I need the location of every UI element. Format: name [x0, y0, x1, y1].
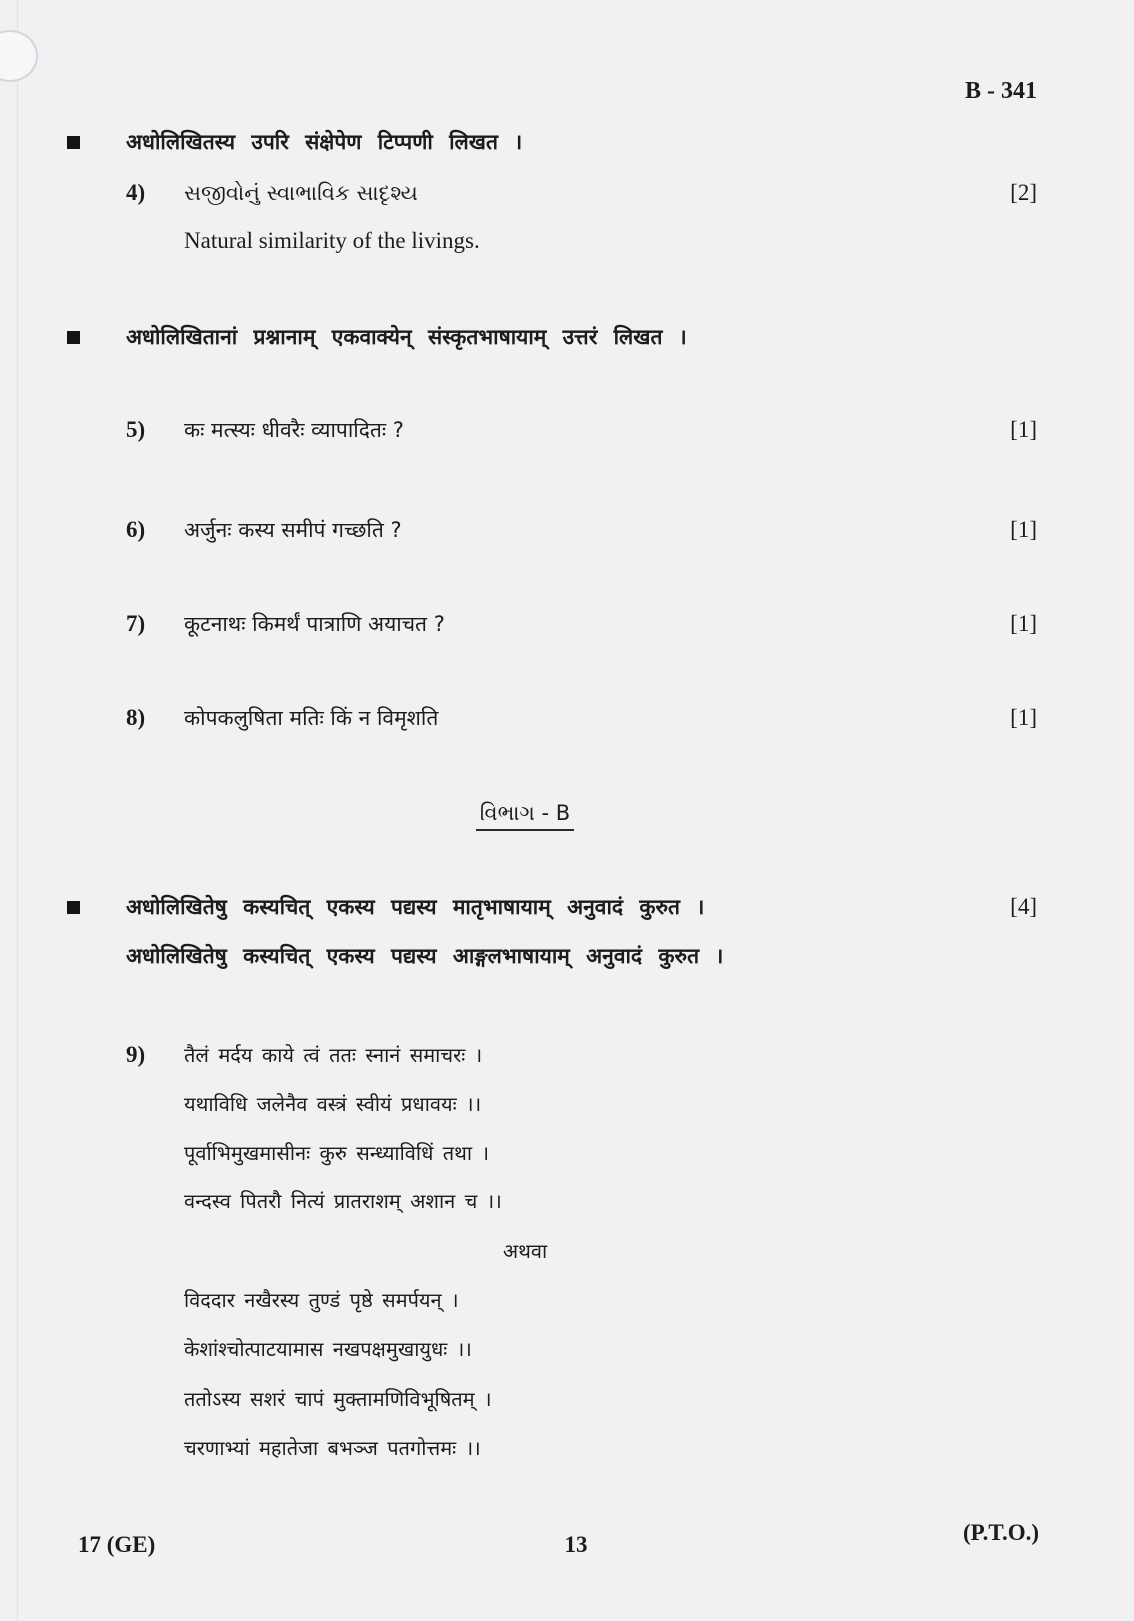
- bullet-icon: [67, 136, 80, 149]
- section-b-heading: વિભાગ - B: [476, 801, 574, 831]
- translate-marks: [4]: [1010, 894, 1037, 919]
- footer-code: 17 (GE): [78, 1532, 156, 1557]
- question-8-text: कोपकलुषिता मतिः किं न विमृशति: [184, 706, 439, 730]
- question-7-marks: [1]: [1010, 611, 1037, 636]
- paper-code: B - 341: [965, 78, 1037, 104]
- please-turn-over: (P.T.O.): [962, 1520, 1039, 1545]
- verse-2-line-1: विददार नखैरस्य तुण्डं पृष्ठे समर्पयन् ।: [184, 1288, 459, 1312]
- short-note-instruction: अधोलिखितस्य उपरि संक्षेपेण टिप्पणी लिखत ।: [126, 130, 523, 154]
- verse-1-line-2: यथाविधि जलेनैव वस्त्रं स्वीयं प्रधावयः ।।: [184, 1092, 482, 1116]
- question-number-8: 8): [126, 705, 146, 730]
- bullet-icon: [67, 901, 80, 914]
- question-6-marks: [1]: [1010, 517, 1037, 542]
- question-number-9: 9): [126, 1042, 146, 1067]
- question-5-marks: [1]: [1010, 417, 1037, 442]
- verse-separator: अथवा: [502, 1239, 548, 1263]
- verse-2-line-4: चरणाभ्यां महातेजा बभञ्ज पतगोत्तमः ।।: [184, 1436, 481, 1460]
- punch-hole-mark: [0, 30, 38, 82]
- verse-1-line-1: तैलं मर्दय काये त्वं ततः स्नानं समाचरः ।: [184, 1043, 483, 1067]
- question-8-marks: [1]: [1010, 705, 1037, 730]
- verse-1-line-3: पूर्वाभिमुखमासीनः कुरु सन्ध्याविधिं तथा ।: [184, 1141, 490, 1165]
- question-4-english: Natural similarity of the livings.: [184, 228, 480, 253]
- question-number-4: 4): [126, 180, 146, 205]
- question-5-text: कः मत्स्यः धीवरैः व्यापादितः ?: [184, 418, 404, 442]
- question-number-6: 6): [126, 517, 146, 542]
- page-fold-line: [17, 0, 18, 1621]
- translate-instruction-english: अधोलिखितेषु कस्यचित् एकस्य पद्यस्य आङ्गलभाषायाम् अनुवादं कुरुत ।: [126, 944, 724, 968]
- verse-2-line-3: ततोऽस्य सशरं चापं मुक्तामणिविभूषितम् ।: [184, 1387, 492, 1411]
- one-sentence-instruction: अधोलिखितानां प्रश्नानाम् एकवाक्येन् संस्कृतभाषायाम् उत्तरं लिखत ।: [126, 325, 687, 349]
- question-number-7: 7): [126, 611, 146, 636]
- translate-instruction-mother-tongue: अधोलिखितेषु कस्यचित् एकस्य पद्यस्य मातृभाषायाम् अनुवादं कुरुत ।: [126, 895, 705, 919]
- question-4-marks: [2]: [1010, 180, 1037, 205]
- question-6-text: अर्जुनः कस्य समीपं गच्छति ?: [184, 518, 402, 542]
- question-4-gujarati: સજીવોનું સ્વાભાવિક સાદૃશ્ય: [184, 181, 418, 205]
- page-number: 13: [564, 1532, 588, 1557]
- bullet-icon: [67, 331, 80, 344]
- question-7-text: कूटनाथः किमर्थं पात्राणि अयाचत ?: [184, 612, 445, 636]
- verse-2-line-2: केशांश्चोत्पाटयामास नखपक्षमुखायुधः ।।: [184, 1337, 472, 1361]
- section-b-heading-wrap: [425, 798, 625, 828]
- question-number-5: 5): [126, 417, 146, 442]
- verse-1-line-4: वन्दस्व पितरौ नित्यं प्रातराशम् अशान च ।।: [184, 1189, 502, 1213]
